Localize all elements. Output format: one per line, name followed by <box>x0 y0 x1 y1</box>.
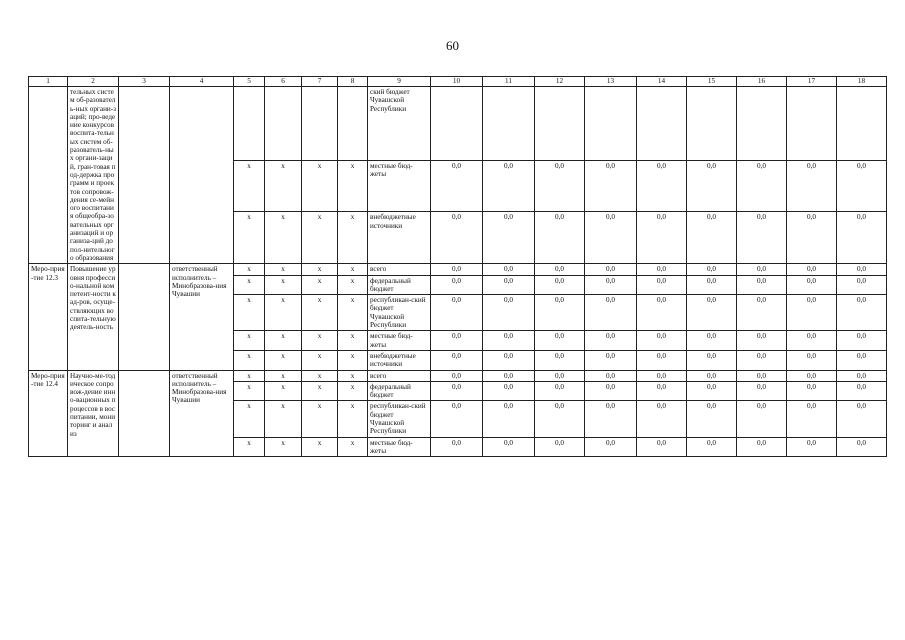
amount-cell: 0,0 <box>787 160 837 212</box>
amount-cell: 0,0 <box>585 331 637 351</box>
amount-cell: 0,0 <box>483 264 535 275</box>
code-cell: x <box>302 160 338 212</box>
amount-cell: 0,0 <box>483 212 535 264</box>
funding-source-cell: местные бюд-жеты <box>368 160 431 212</box>
amount-cell: 0,0 <box>837 381 887 401</box>
code-cell <box>265 87 302 161</box>
amount-cell: 0,0 <box>585 160 637 212</box>
event-name-cell <box>29 87 68 264</box>
amount-cell: 0,0 <box>585 212 637 264</box>
amount-cell: 0,0 <box>837 275 887 295</box>
amount-cell: 0,0 <box>431 264 483 275</box>
amount-cell: 0,0 <box>585 275 637 295</box>
code-cell: x <box>302 350 338 370</box>
amount-cell: 0,0 <box>637 275 687 295</box>
amount-cell: 0,0 <box>535 350 585 370</box>
amount-cell: 0,0 <box>483 401 535 437</box>
amount-cell: 0,0 <box>787 275 837 295</box>
amount-cell: 0,0 <box>837 295 887 331</box>
amount-cell: 0,0 <box>737 437 787 457</box>
budget-table <box>28 76 887 457</box>
amount-cell: 0,0 <box>687 331 737 351</box>
code-cell: x <box>265 381 302 401</box>
column-header: 16 <box>737 77 787 87</box>
amount-cell: 0,0 <box>483 381 535 401</box>
code-cell: x <box>234 212 265 264</box>
code-cell: x <box>234 264 265 275</box>
amount-cell: 0,0 <box>431 160 483 212</box>
column-header: 5 <box>234 77 265 87</box>
code-cell: x <box>302 437 338 457</box>
code-cell: x <box>338 437 368 457</box>
code-cell: x <box>265 275 302 295</box>
amount-cell: 0,0 <box>787 264 837 275</box>
code-cell: x <box>234 275 265 295</box>
code-cell: x <box>302 295 338 331</box>
code-cell: x <box>338 212 368 264</box>
page-number: 60 <box>446 38 459 53</box>
amount-cell <box>535 87 585 161</box>
amount-cell: 0,0 <box>837 160 887 212</box>
amount-cell: 0,0 <box>737 381 787 401</box>
amount-cell: 0,0 <box>535 401 585 437</box>
funding-source-cell: внебюджетные источники <box>368 350 431 370</box>
amount-cell: 0,0 <box>687 381 737 401</box>
column-header: 2 <box>68 77 119 87</box>
amount-cell: 0,0 <box>737 401 787 437</box>
amount-cell: 0,0 <box>737 160 787 212</box>
code-cell: x <box>234 381 265 401</box>
subprogram-cell <box>119 87 170 264</box>
funding-source-cell: федеральный бюджет <box>368 381 431 401</box>
amount-cell: 0,0 <box>787 401 837 437</box>
table-body <box>29 87 887 457</box>
amount-cell: 0,0 <box>687 275 737 295</box>
code-cell: x <box>234 437 265 457</box>
amount-cell: 0,0 <box>431 437 483 457</box>
amount-cell: 0,0 <box>687 401 737 437</box>
code-cell <box>302 87 338 161</box>
column-header: 15 <box>687 77 737 87</box>
amount-cell: 0,0 <box>585 437 637 457</box>
header-row <box>29 77 887 87</box>
amount-cell: 0,0 <box>585 295 637 331</box>
amount-cell <box>787 87 837 161</box>
amount-cell: 0,0 <box>637 331 687 351</box>
code-cell: x <box>302 275 338 295</box>
responsible-executor-cell: ответственный исполнитель – Минобразова-ния Чувашии <box>170 370 234 457</box>
amount-cell: 0,0 <box>737 295 787 331</box>
code-cell: x <box>338 295 368 331</box>
amount-cell: 0,0 <box>637 264 687 275</box>
event-description-cell: Научно-ме-тодическое сопровож-дение инно-вационных процессов в воспитании, мониторинг и анализ <box>68 370 119 457</box>
amount-cell: 0,0 <box>637 350 687 370</box>
column-header: 18 <box>837 77 887 87</box>
column-header: 9 <box>368 77 431 87</box>
column-header: 3 <box>119 77 170 87</box>
code-cell: x <box>234 295 265 331</box>
column-header: 8 <box>338 77 368 87</box>
amount-cell: 0,0 <box>585 401 637 437</box>
code-cell: x <box>338 275 368 295</box>
code-cell: x <box>338 160 368 212</box>
amount-cell: 0,0 <box>837 212 887 264</box>
amount-cell: 0,0 <box>637 370 687 381</box>
column-header: 11 <box>483 77 535 87</box>
amount-cell: 0,0 <box>787 370 837 381</box>
amount-cell: 0,0 <box>431 381 483 401</box>
amount-cell: 0,0 <box>787 437 837 457</box>
amount-cell <box>687 87 737 161</box>
amount-cell: 0,0 <box>787 381 837 401</box>
amount-cell: 0,0 <box>737 212 787 264</box>
amount-cell: 0,0 <box>687 370 737 381</box>
amount-cell <box>585 87 637 161</box>
amount-cell: 0,0 <box>837 264 887 275</box>
amount-cell: 0,0 <box>637 212 687 264</box>
amount-cell: 0,0 <box>737 331 787 351</box>
code-cell <box>234 87 265 161</box>
event-name-cell: Меро-прия-тие 12.3 <box>29 264 68 370</box>
amount-cell: 0,0 <box>535 331 585 351</box>
column-header: 12 <box>535 77 585 87</box>
amount-cell: 0,0 <box>535 212 585 264</box>
code-cell: x <box>234 370 265 381</box>
code-cell: x <box>338 370 368 381</box>
amount-cell: 0,0 <box>431 370 483 381</box>
amount-cell: 0,0 <box>431 331 483 351</box>
amount-cell: 0,0 <box>483 370 535 381</box>
amount-cell: 0,0 <box>637 401 687 437</box>
column-header: 10 <box>431 77 483 87</box>
code-cell: x <box>265 295 302 331</box>
column-header: 14 <box>637 77 687 87</box>
amount-cell <box>737 87 787 161</box>
amount-cell: 0,0 <box>535 275 585 295</box>
code-cell: x <box>265 331 302 351</box>
code-cell: x <box>338 401 368 437</box>
funding-source-cell: всего <box>368 370 431 381</box>
amount-cell: 0,0 <box>837 350 887 370</box>
amount-cell <box>837 87 887 161</box>
amount-cell: 0,0 <box>431 275 483 295</box>
amount-cell: 0,0 <box>431 401 483 437</box>
amount-cell: 0,0 <box>687 212 737 264</box>
amount-cell: 0,0 <box>483 350 535 370</box>
amount-cell: 0,0 <box>687 264 737 275</box>
amount-cell: 0,0 <box>687 295 737 331</box>
code-cell: x <box>302 381 338 401</box>
amount-cell: 0,0 <box>637 437 687 457</box>
amount-cell: 0,0 <box>483 275 535 295</box>
code-cell: x <box>265 437 302 457</box>
responsible-executor-cell: ответственный исполнитель – Минобразова-ния Чувашии <box>170 264 234 370</box>
code-cell: x <box>302 331 338 351</box>
amount-cell: 0,0 <box>483 331 535 351</box>
code-cell: x <box>265 212 302 264</box>
subprogram-cell <box>119 264 170 370</box>
amount-cell: 0,0 <box>837 437 887 457</box>
amount-cell: 0,0 <box>837 401 887 437</box>
column-header: 1 <box>29 77 68 87</box>
table-row <box>29 370 887 381</box>
amount-cell: 0,0 <box>535 295 585 331</box>
amount-cell: 0,0 <box>483 437 535 457</box>
code-cell: x <box>338 381 368 401</box>
amount-cell: 0,0 <box>687 160 737 212</box>
code-cell: x <box>234 401 265 437</box>
amount-cell: 0,0 <box>483 160 535 212</box>
code-cell: x <box>302 370 338 381</box>
amount-cell: 0,0 <box>737 264 787 275</box>
amount-cell <box>431 87 483 161</box>
event-description-cell: Повышение уровня профессио-нальной компетент-ности кад-ров, осуще-ствляющих воспита-тельную деятель-ность <box>68 264 119 370</box>
code-cell: x <box>302 401 338 437</box>
funding-source-cell: местные бюд-жеты <box>368 331 431 351</box>
amount-cell: 0,0 <box>585 370 637 381</box>
amount-cell: 0,0 <box>535 370 585 381</box>
column-header: 7 <box>302 77 338 87</box>
amount-cell: 0,0 <box>585 381 637 401</box>
event-description-cell: тельных систем об-разователь-ных органи-заций; про-ведение конкурсов воспита-тельных систем об-разователь-ных органи-заций, гран-товая под-держка программ и проектов сопровож-дения се-мейного воспитания общеобра-зовательных организаций и организа-ций допол-нительного образования <box>68 87 119 264</box>
code-cell: x <box>338 264 368 275</box>
amount-cell: 0,0 <box>837 331 887 351</box>
amount-cell: 0,0 <box>535 264 585 275</box>
code-cell: x <box>302 264 338 275</box>
amount-cell: 0,0 <box>535 381 585 401</box>
subprogram-cell <box>119 370 170 457</box>
funding-source-cell: республикан-ский бюджет Чувашской Республики <box>368 401 431 437</box>
table-row <box>29 87 887 161</box>
amount-cell: 0,0 <box>787 331 837 351</box>
amount-cell: 0,0 <box>787 350 837 370</box>
funding-source-cell: республикан-ский бюджет Чувашской Республики <box>368 295 431 331</box>
amount-cell: 0,0 <box>431 295 483 331</box>
amount-cell: 0,0 <box>737 370 787 381</box>
amount-cell: 0,0 <box>687 437 737 457</box>
code-cell: x <box>302 212 338 264</box>
funding-source-cell: всего <box>368 264 431 275</box>
amount-cell: 0,0 <box>535 160 585 212</box>
amount-cell: 0,0 <box>483 295 535 331</box>
amount-cell: 0,0 <box>535 437 585 457</box>
amount-cell: 0,0 <box>687 350 737 370</box>
amount-cell: 0,0 <box>637 381 687 401</box>
amount-cell: 0,0 <box>585 350 637 370</box>
funding-source-cell: федеральный бюджет <box>368 275 431 295</box>
table-row <box>29 264 887 275</box>
funding-source-cell: внебюджетные источники <box>368 212 431 264</box>
amount-cell: 0,0 <box>431 350 483 370</box>
amount-cell: 0,0 <box>737 275 787 295</box>
amount-cell: 0,0 <box>637 295 687 331</box>
amount-cell: 0,0 <box>431 212 483 264</box>
amount-cell: 0,0 <box>637 160 687 212</box>
code-cell: x <box>234 331 265 351</box>
column-header: 6 <box>265 77 302 87</box>
code-cell: x <box>338 350 368 370</box>
amount-cell <box>637 87 687 161</box>
event-name-cell: Меро-прия-тие 12.4 <box>29 370 68 457</box>
column-header: 4 <box>170 77 234 87</box>
code-cell: x <box>265 350 302 370</box>
code-cell: x <box>265 264 302 275</box>
amount-cell: 0,0 <box>787 212 837 264</box>
code-cell: x <box>234 160 265 212</box>
code-cell: x <box>265 370 302 381</box>
amount-cell: 0,0 <box>585 264 637 275</box>
column-header: 13 <box>585 77 637 87</box>
code-cell: x <box>234 350 265 370</box>
responsible-executor-cell <box>170 87 234 264</box>
code-cell: x <box>265 160 302 212</box>
code-cell <box>338 87 368 161</box>
amount-cell <box>483 87 535 161</box>
code-cell: x <box>338 331 368 351</box>
amount-cell: 0,0 <box>837 370 887 381</box>
code-cell: x <box>265 401 302 437</box>
amount-cell: 0,0 <box>787 295 837 331</box>
amount-cell: 0,0 <box>737 350 787 370</box>
funding-source-cell: местные бюд-жеты <box>368 437 431 457</box>
column-header: 17 <box>787 77 837 87</box>
funding-source-cell: ский бюджет Чувашской Республики <box>368 87 431 161</box>
